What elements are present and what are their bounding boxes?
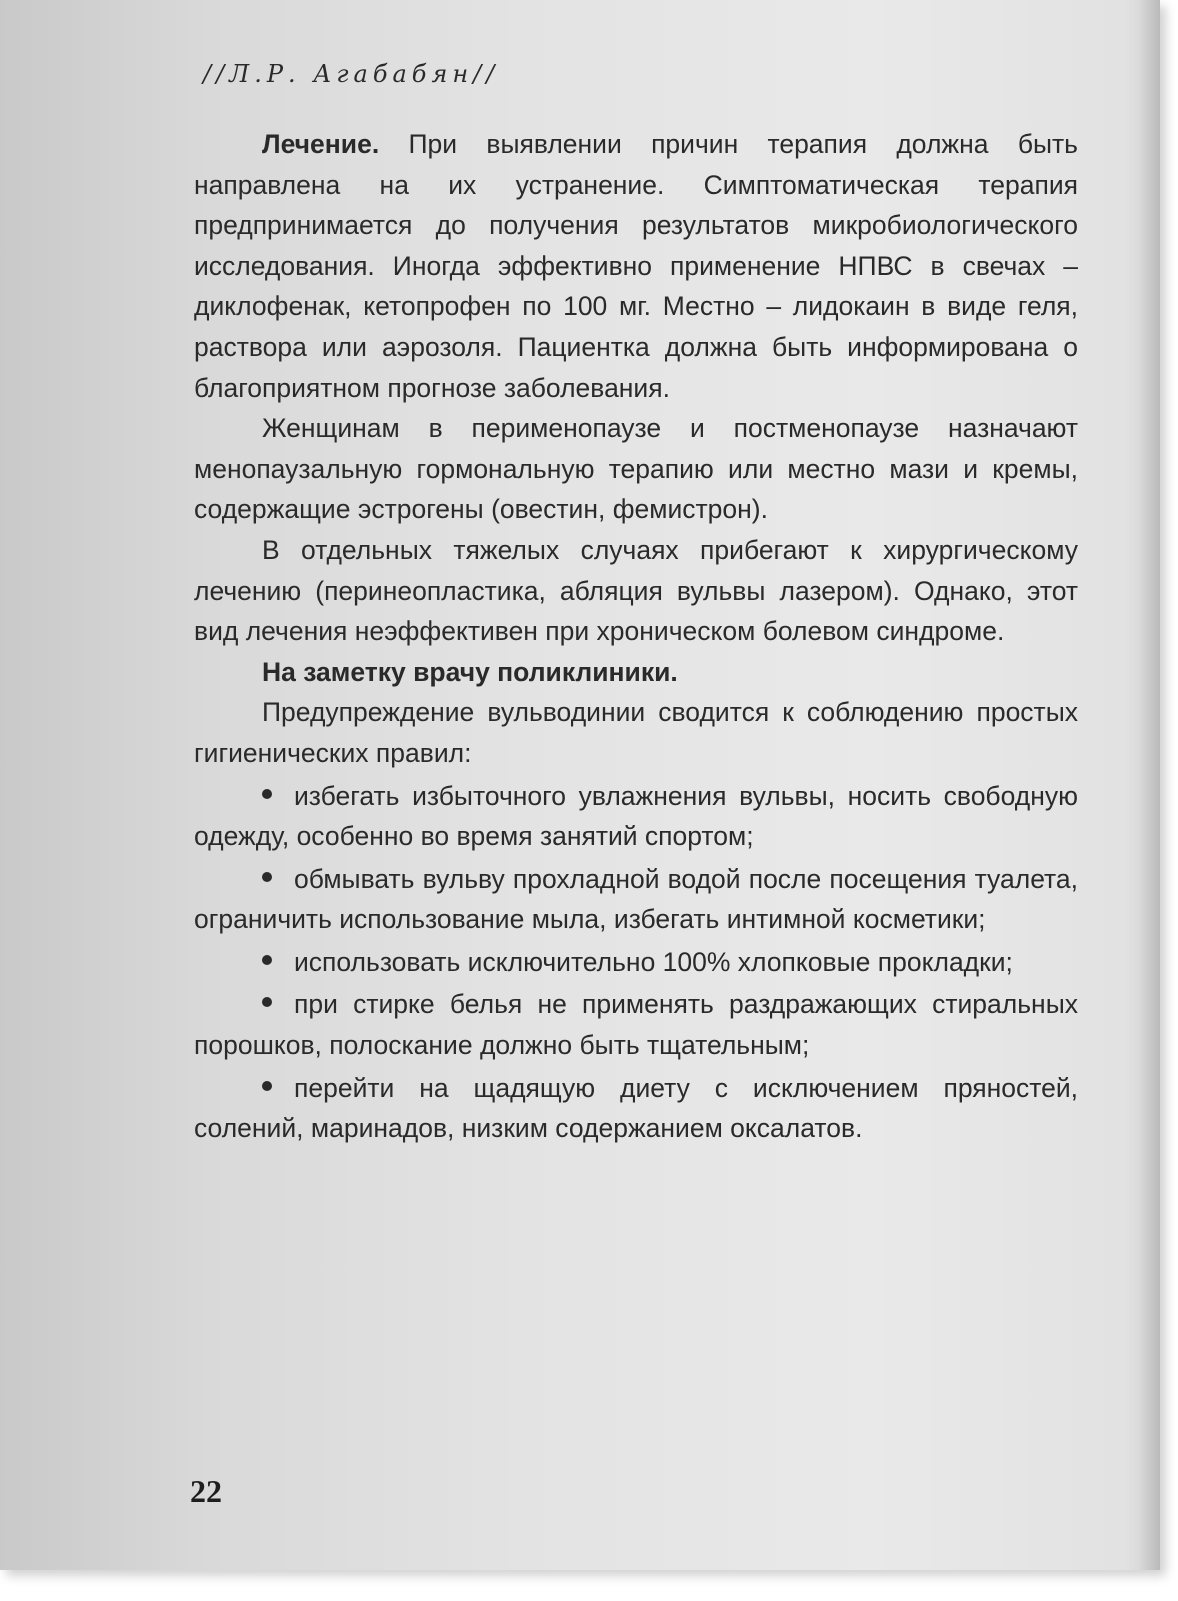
bullet-icon [262, 1081, 272, 1091]
bullet-icon [262, 955, 272, 965]
treatment-paragraph [194, 124, 1078, 408]
running-header: //Л.Р. Агабабян// [203, 60, 500, 88]
list-item-text: обмывать вульву прохладной водой после посещения туалета, ограничить использование мыла, избегать интимной косметики; [194, 863, 1078, 935]
paragraph-menopause: Женщинам в перименопаузе и постменопаузе назначают менопаузальную гормональную терапию или местно мази и кремы, содержащие эстрогены (овестин, фемистрон). [194, 413, 1078, 525]
treatment-heading: Лечение. [262, 129, 380, 159]
list-item [194, 984, 1078, 1065]
bullet-icon [262, 789, 272, 799]
bullet-icon [262, 872, 272, 882]
list-item-text: перейти на щадящую диету с исключением пряностей, солений, маринадов, низким содержанием оксалатов. [194, 1072, 1078, 1144]
list-item [194, 1068, 1078, 1149]
bullet-icon [262, 997, 272, 1007]
list-item-text: использовать исключительно 100% хлопковые прокладки; [294, 946, 1013, 977]
note-intro: Предупреждение вульводинии сводится к соблюдению простых гигиенических правил: [194, 697, 1078, 768]
note-heading: На заметку врачу поликлиники. [262, 656, 678, 687]
list-item [194, 859, 1078, 940]
treatment-text: При выявлении причин терапия должна быть направлена на их устранение. Симптоматическая терапия предпринимается до получения результатов микробиологического исследования. Иногда эффективно применение НПВС в свечах – диклофенак, кетопрофен по 100 мг. Местно – лидокаин в виде геля, раствора или аэрозоля. Пациентка должна быть информирована о благоприятном прогнозе заболевания. [194, 129, 1078, 403]
page-edge-shadow [1138, 0, 1160, 1570]
paragraph-surgery: В отдельных тяжелых случаях прибегают к хирургическому лечению (перинеопластика, абляция вульвы лазером). Однако, этот вид лечения неэффективен при хроническом болевом синдроме. [194, 534, 1078, 647]
list-item-text: при стирке белья не применять раздражающих стиральных порошков, полоскание должно быть тщательным; [194, 989, 1078, 1061]
page-number: 22 [190, 1473, 222, 1509]
list-item [194, 942, 1078, 983]
hygiene-rules-list [194, 776, 1078, 1149]
body-text [194, 124, 1078, 1149]
list-item-text: избегать избыточного увлажнения вульвы, носить свободную одежду, особенно во время занятий спортом; [194, 780, 1078, 852]
list-item [194, 776, 1078, 857]
